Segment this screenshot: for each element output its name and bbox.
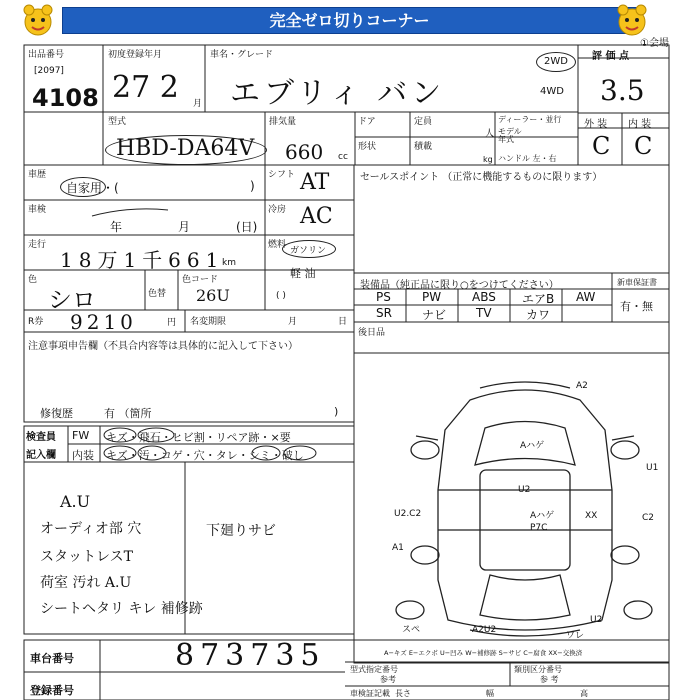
- equip-leather: カワ: [526, 308, 551, 322]
- equip-pw: PW: [422, 290, 442, 304]
- dealer-label: ディーラー・並行: [498, 115, 562, 124]
- first-reg-label: 初度登録年月: [108, 50, 163, 60]
- first-reg-month-unit: 月: [193, 99, 203, 109]
- special-label: 型式指定番号: [350, 665, 398, 674]
- shape-label: 形状: [358, 142, 377, 152]
- shaken-month: 月: [178, 220, 191, 234]
- mark-a2-bottom: A2U2: [472, 625, 497, 635]
- model-label: 型式: [108, 117, 127, 127]
- warranty-value: 有・無: [620, 300, 653, 313]
- color-code-label: 色コード: [182, 275, 219, 285]
- ref-label-1: 参考: [380, 675, 396, 684]
- handle-label: ハンドル 左・右: [498, 154, 557, 163]
- mark-u2-center: U2: [518, 485, 531, 495]
- mark-u1: U1: [646, 463, 659, 473]
- color-label: 色: [28, 275, 38, 285]
- note-line-5: シートヘタリ キレ 補修跡: [40, 601, 203, 617]
- warranty-label: 新車保証書: [617, 278, 657, 287]
- damage-legend: A−キズ E−エクボ U−凹み W−補修跡 S−サビ C−腐食 XX−交換済: [384, 649, 583, 657]
- equip-airbag: エアB: [522, 292, 555, 306]
- shaken-day: (日): [236, 220, 258, 234]
- shift-value: AT: [300, 170, 330, 195]
- note-line-3: スタットレスT: [40, 549, 133, 565]
- inspector-circles: [100, 426, 354, 462]
- equip-sr: SR: [376, 306, 392, 320]
- score-value: 3.5: [600, 74, 645, 107]
- caution-label: 注意事項申告欄（不具合内容等は具体的に記入して下さい）: [28, 341, 298, 352]
- name-change-month: 月: [288, 317, 298, 327]
- equip-tv: TV: [476, 306, 492, 320]
- name-change-label: 名変期限: [190, 317, 227, 327]
- exterior-value: C: [592, 132, 611, 160]
- height-label: 高: [580, 689, 588, 698]
- mark-u2-bottom: U2: [590, 615, 603, 625]
- ac-value: AC: [300, 204, 333, 229]
- sales-point-label: セールスポイント （正常に機能するものに限ります）: [360, 172, 603, 183]
- mark-ware: ワレ: [566, 631, 585, 641]
- color-swap-label: 色替: [148, 289, 167, 299]
- venue-label: ①会場: [640, 38, 669, 49]
- cert-label: 車検証記載: [350, 689, 390, 698]
- equip-aw: AW: [576, 290, 596, 304]
- displacement-value: 660: [285, 140, 324, 164]
- fuel-paren: ( ): [276, 291, 286, 301]
- load-unit: kg: [483, 155, 493, 164]
- interior-insp-items: キズ・汚・コゲ・穴・タレ・シミ・破し: [106, 449, 304, 462]
- capacity-unit: 人: [485, 129, 495, 139]
- shaken-label: 車検: [28, 205, 47, 215]
- mark-p-c: P7C: [530, 523, 548, 533]
- ac-label: 冷房: [268, 205, 287, 215]
- history-label: 車歴: [28, 170, 47, 180]
- mark-a2-top: A2: [576, 381, 588, 391]
- name-change-day: 日: [338, 317, 348, 327]
- interior-label: 内 装: [628, 119, 652, 130]
- note-right: 下廻りサビ: [206, 523, 276, 539]
- mark-xx: XX: [585, 511, 598, 521]
- equip-ps: PS: [376, 290, 391, 304]
- exterior-label: 外 装: [584, 119, 608, 130]
- drive-2wd-circled: 2WD: [536, 52, 576, 72]
- inspector-label-2: 記入欄: [26, 450, 56, 461]
- mileage-value: 18万1千661: [60, 248, 225, 272]
- load-label: 積載: [414, 142, 433, 152]
- interior-value: C: [634, 132, 653, 160]
- fw-label: FW: [72, 429, 90, 442]
- reg-label: 登録番号: [30, 684, 74, 697]
- lot-code: [2097]: [34, 66, 64, 76]
- repair-close: ): [334, 405, 339, 418]
- recycle-unit: 円: [167, 318, 177, 328]
- fw-items: キズ・飛石・ヒビ割・リペア跡・×要: [106, 431, 291, 444]
- lot-label: 出品番号: [28, 50, 65, 60]
- note-line-2: オーディオ部 穴: [40, 521, 142, 537]
- lot-number: 4108: [32, 84, 99, 112]
- repair-label: 修復歴: [40, 407, 73, 420]
- fuel-diesel: 軽 油: [290, 267, 316, 280]
- chassis-value: 873735: [175, 638, 326, 673]
- mark-a-hage-roof: Aハゲ: [520, 441, 545, 451]
- equipment-title: 装備品（純正品に限り○をつけてください）: [360, 280, 559, 291]
- fuel-gas: ガソリン: [290, 246, 327, 256]
- displacement-unit: cc: [338, 152, 348, 162]
- header-title: 完全ゼロ切りコーナー: [62, 7, 637, 34]
- mark-a-hage-center: Aハゲ: [530, 511, 555, 521]
- fuel-label: 燃料: [268, 240, 287, 250]
- width-label: 幅: [486, 689, 494, 698]
- displacement-label: 排気量: [269, 117, 297, 127]
- category-label: 類別区分番号: [514, 665, 562, 674]
- history-close: ): [250, 179, 255, 193]
- ref-label-2: 参 考: [540, 675, 559, 684]
- equip-abs: ABS: [472, 290, 496, 304]
- color-value: シロ: [48, 286, 96, 314]
- mileage-unit: km: [222, 258, 236, 268]
- mileage-label: 走行: [28, 240, 47, 250]
- note-line-4: 荷室 汚れ A.U: [40, 575, 132, 591]
- shaken-year: 年: [110, 220, 123, 234]
- model-value: HBD-DA64V: [116, 136, 255, 161]
- equipment-grid: [354, 289, 612, 322]
- recycle-value: 9210: [70, 310, 137, 334]
- car-name-label: 車名・グレード: [210, 50, 274, 60]
- score-label: 評 価 点: [592, 51, 629, 62]
- interior-insp-label: 内装: [72, 449, 94, 462]
- shift-label: シフト: [268, 170, 296, 180]
- recycle-label: R券: [28, 317, 44, 327]
- note-line-1: A.U: [60, 492, 91, 511]
- car-name-value: エブリィ バン: [230, 76, 446, 111]
- rear-seat-label: 後日品: [358, 328, 386, 338]
- car-damage-diagram: [380, 370, 670, 660]
- equip-navi: ナビ: [422, 308, 447, 322]
- color-code-value: 26U: [196, 286, 230, 305]
- first-reg-value: 27 2: [112, 70, 179, 105]
- model-year-label: モデル 年式: [498, 127, 522, 144]
- capacity-label: 定員: [414, 117, 433, 127]
- history-value: 自家用・(: [66, 181, 119, 195]
- mark-u2c2: U2.C2: [394, 509, 422, 519]
- shaken-strike: [90, 206, 170, 220]
- repair-value: 有 （箇所: [104, 407, 152, 420]
- mark-c2-right: C2: [642, 513, 655, 523]
- drive-4wd: 4WD: [540, 86, 564, 97]
- length-label: 長さ: [395, 689, 411, 698]
- door-label: ドア: [358, 117, 376, 127]
- inspector-label-1: 検査員: [26, 432, 56, 443]
- mark-a1: A1: [392, 543, 404, 553]
- mark-hekomi: スペ: [402, 625, 421, 635]
- chassis-label: 車台番号: [30, 652, 74, 665]
